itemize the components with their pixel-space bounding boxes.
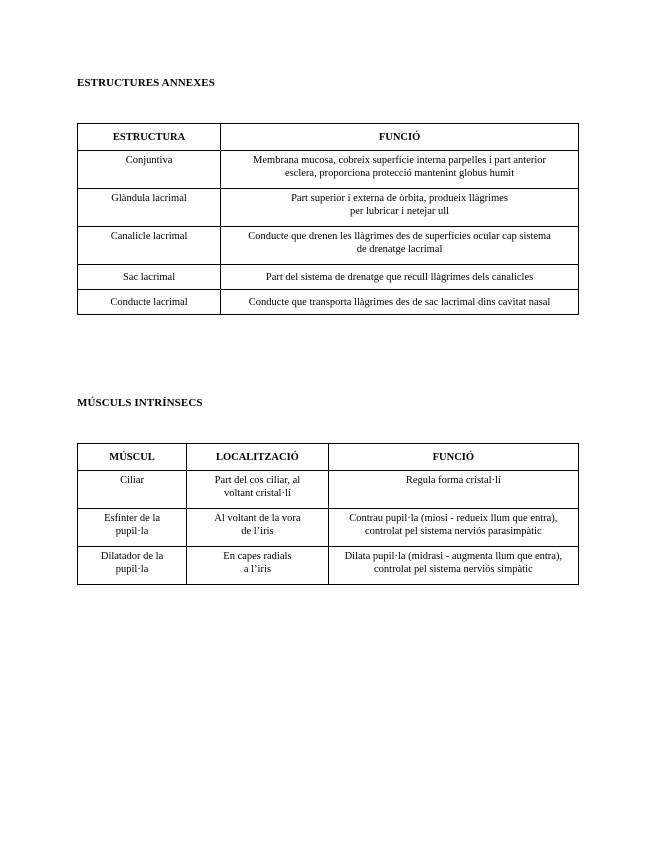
table-row: [78, 547, 579, 585]
function-cell: Regula forma cristal·lí: [328, 471, 578, 509]
function-cell: Part superior i externa de òrbita, produeix llàgrimes per lubricar i netejar ull: [221, 189, 579, 227]
table-row: [78, 265, 579, 290]
column-header-location: LOCALITZACIÓ: [187, 444, 329, 471]
function-cell: Dilata pupil·la (midrasi - augmenta llum que entra), controlat pel sistema nerviós simpàtic: [328, 547, 578, 585]
function-cell: Membrana mucosa, cobreix superfície interna parpelles i part anterior esclera, proporciona protecció mantenint globus humit: [221, 151, 579, 189]
section-title-annexes: ESTRUCTURES ANNEXES: [77, 77, 215, 89]
table-row: [78, 151, 579, 189]
table-row: [78, 509, 579, 547]
function-cell: Conducte que drenen les llàgrimes des de superfícies ocular cap sistema de drenatge lacrimal: [221, 227, 579, 265]
structure-cell: Conjuntiva: [78, 151, 221, 189]
column-header-function: FUNCIÓ: [221, 124, 579, 151]
structure-cell: Glàndula lacrimal: [78, 189, 221, 227]
annex-structures-table: [77, 123, 579, 315]
muscle-cell: Ciliar: [78, 471, 187, 509]
location-cell: En capes radials a l’iris: [187, 547, 329, 585]
table-row: [78, 471, 579, 509]
section-title-intrinsic-muscles: MÚSCULS INTRÍNSECS: [77, 397, 203, 409]
column-header-muscle: MÚSCUL: [78, 444, 187, 471]
structure-cell: Canalicle lacrimal: [78, 227, 221, 265]
structure-cell: Sac lacrimal: [78, 265, 221, 290]
intrinsic-muscles-table: [77, 443, 579, 585]
location-cell: Part del cos ciliar, al voltant cristal·lí: [187, 471, 329, 509]
function-cell: Part del sistema de drenatge que recull llàgrimes dels canalicles: [221, 265, 579, 290]
function-cell: Contrau pupil·la (miosi - redueix llum que entra), controlat pel sistema nerviós parasimpàtic: [328, 509, 578, 547]
structure-cell: Conducte lacrimal: [78, 290, 221, 315]
function-cell: Conducte que transporta llàgrimes des de sac lacrimal dins cavitat nasal: [221, 290, 579, 315]
column-header-function: FUNCIÓ: [328, 444, 578, 471]
column-header-structure: ESTRUCTURA: [78, 124, 221, 151]
table-row: [78, 227, 579, 265]
muscle-cell: Esfínter de la pupil·la: [78, 509, 187, 547]
table-row: [78, 189, 579, 227]
table-row: [78, 290, 579, 315]
location-cell: Al voltant de la vora de l’iris: [187, 509, 329, 547]
muscle-cell: Dilatador de la pupil·la: [78, 547, 187, 585]
table-header-row: [78, 124, 579, 151]
table-header-row: [78, 444, 579, 471]
